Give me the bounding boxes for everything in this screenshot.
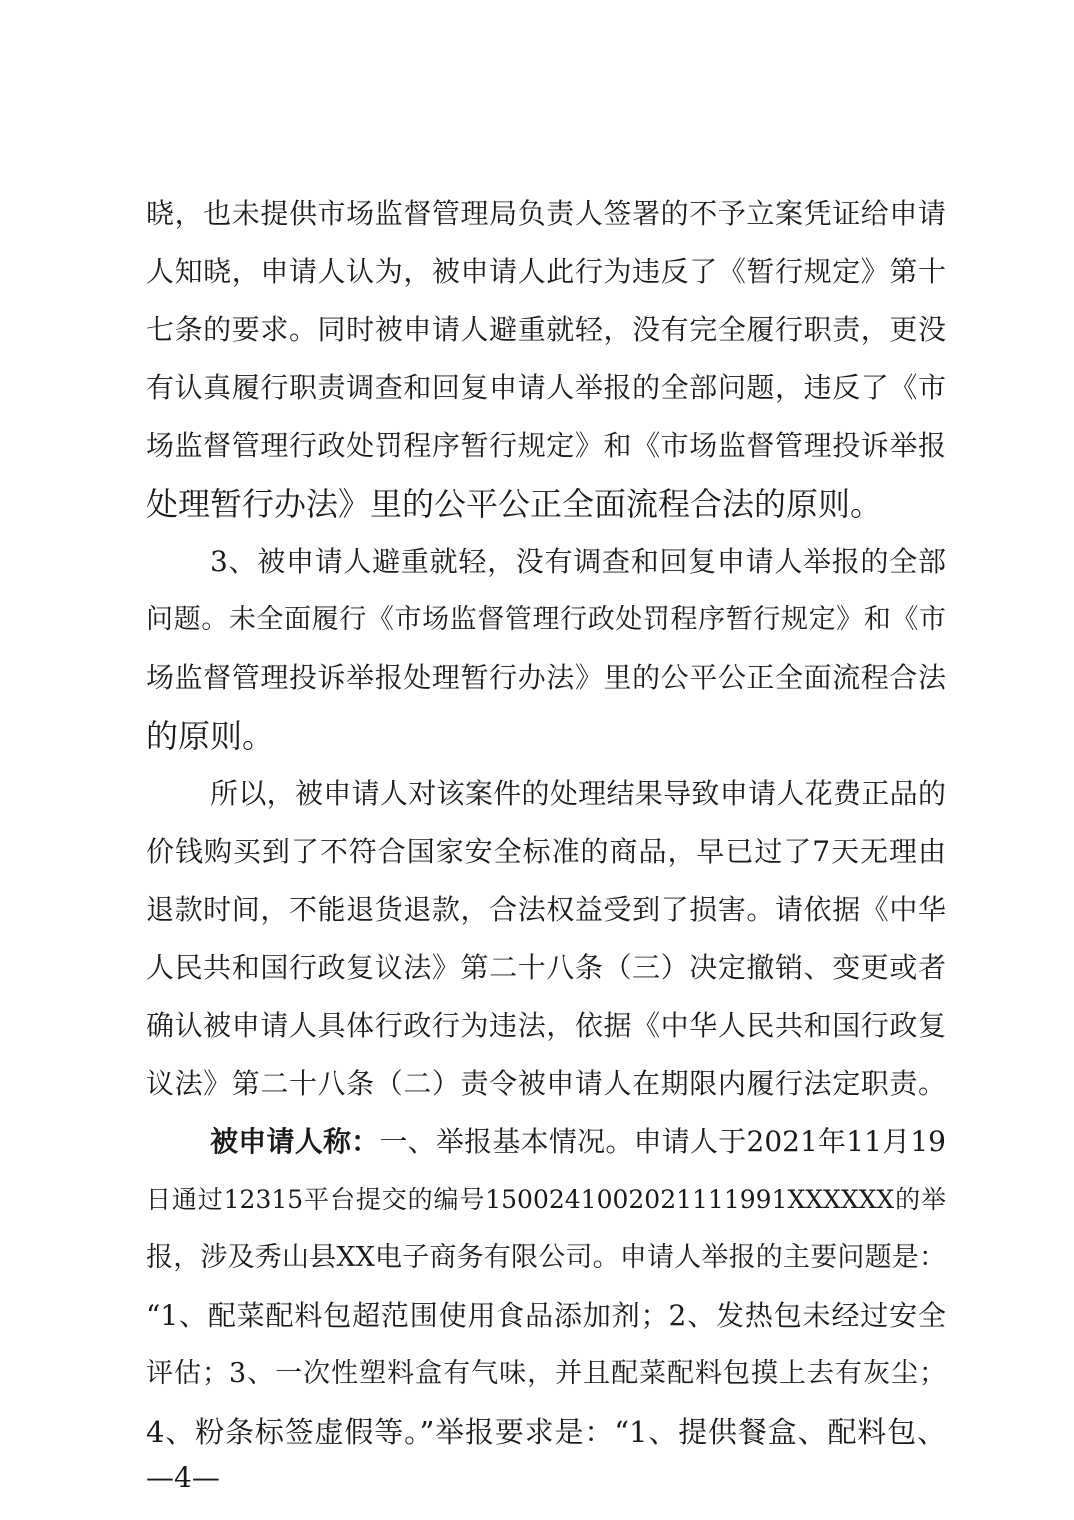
text-line: 价钱购买到了不符合国家安全标准的商品，早已过了7天无理由	[146, 835, 946, 868]
text-line: 有认真履行职责调查和回复申请人举报的全部问题，违反了《市	[146, 371, 946, 404]
text-line: 晓，也未提供市场监督管理局负责人签署的不予立案凭证给申请	[146, 197, 946, 230]
text-line: 所以，被申请人对该案件的处理结果导致申请人花费正品的	[210, 777, 946, 810]
text-line: 3、被申请人避重就轻，没有调查和回复申请人举报的全部	[210, 545, 946, 578]
text-line: 场监督管理行政处罚程序暂行规定》和《市场监督管理投诉举报	[146, 429, 946, 462]
text-line: “1、配菜配料包超范围使用食品添加剂；2、发热包未经过安全	[146, 1299, 946, 1332]
text-line: 人知晓，申请人认为，被申请人此行为违反了《暂行规定》第十	[146, 255, 946, 288]
text-line: 确认被申请人具体行政行为违法，依据《中华人民共和国行政复	[146, 1009, 946, 1042]
text-line: 问题。未全面履行《市场监督管理行政处罚程序暂行规定》和《市	[146, 604, 946, 635]
text-line: 议法》第二十八条（二）责令被申请人在期限内履行法定职责。	[146, 1067, 946, 1100]
text-line: 报，涉及秀山县XX电子商务有限公司。申请人举报的主要问题是：	[146, 1242, 946, 1273]
text-line	[210, 1116, 946, 1168]
text-line: 日通过12315平台提交的编号1500241002021111991XXXXXX的举	[146, 1185, 946, 1214]
text-line: 4、粉条标签虚假等。”举报要求是：“1、提供餐盒、配料包、	[146, 1415, 946, 1449]
page-number: —4—	[146, 1461, 220, 1494]
text-line: 人民共和国行政复议法》第二十八条（三）决定撤销、变更或者	[146, 951, 946, 984]
text-line: 退款时间，不能退货退款，合法权益受到了损害。请依据《中华	[146, 893, 946, 926]
text-line: 场监督管理投诉举报处理暂行办法》里的公平公正全面流程合法	[146, 661, 946, 694]
text-line: 评估；3、一次性塑料盒有气味，并且配菜配料包摸上去有灰尘；	[146, 1358, 946, 1389]
text-line: 处理暂行办法》里的公平公正全面流程合法的原则。	[146, 485, 883, 523]
respondent-heading: 被申请人称：	[210, 1125, 380, 1158]
text-line-content: 一、举报基本情况。申请人于2021年11月19	[379, 1125, 946, 1158]
text-line: 的原则。	[146, 717, 275, 755]
text-line: 七条的要求。同时被申请人避重就轻，没有完全履行职责，更没	[146, 313, 946, 346]
